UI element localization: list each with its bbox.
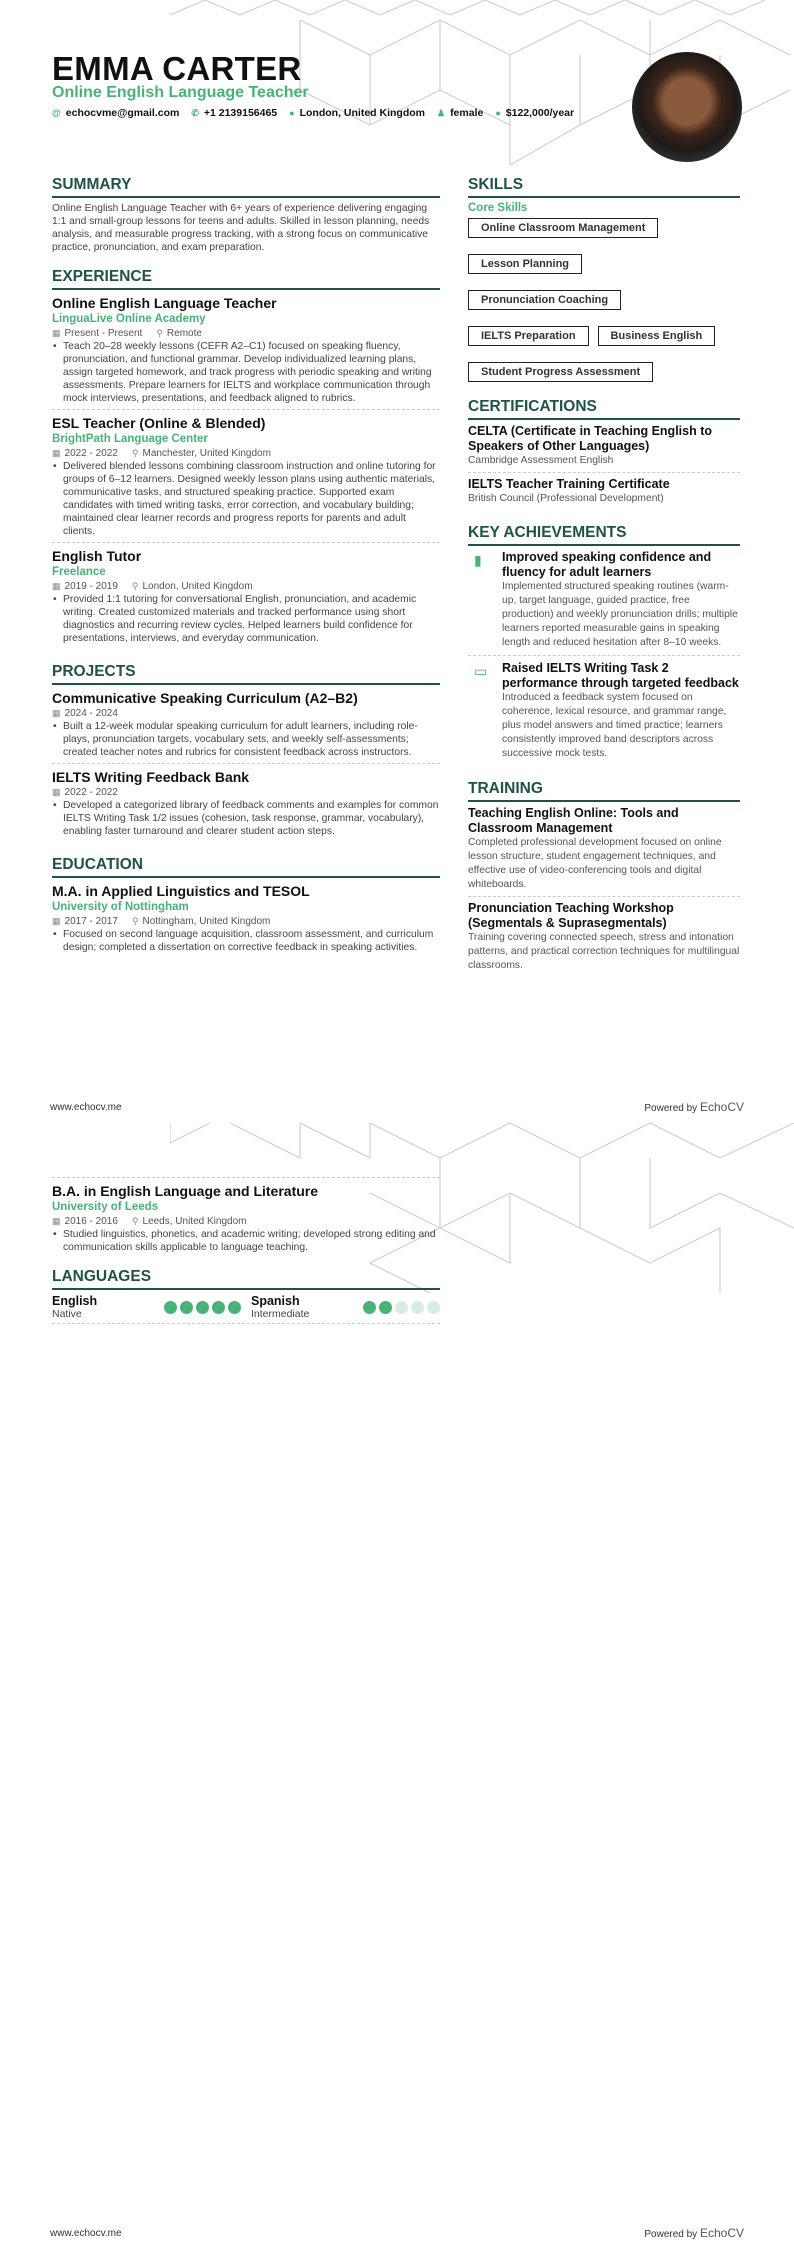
certifications-heading: CERTIFICATIONS [468, 398, 740, 420]
footer-site[interactable]: www.echocv.me [50, 1102, 122, 1113]
certification-title: IELTS Teacher Training Certificate [468, 477, 670, 491]
phone-icon: ✆ [191, 108, 199, 118]
location-icon: ⚲ [131, 581, 139, 591]
entry-dates-wrap [52, 327, 142, 340]
money-icon: ● [495, 108, 501, 118]
summary-heading: SUMMARY [52, 176, 440, 198]
language-item [52, 1294, 241, 1320]
entry-item [52, 294, 440, 410]
entry-item [52, 882, 440, 958]
entry-location-wrap [132, 1215, 247, 1228]
achievement-body [502, 550, 740, 650]
at-icon: @ [52, 108, 61, 118]
language-rating [363, 1301, 440, 1314]
entry-meta [52, 915, 440, 928]
entry-bullet: • Delivered blended lessons combining classroom instruction and online tutoring for groups of 6–12 learners. Designed weekly lesson plans using authentic materials, communicative tasks, and structured speaking practice. Supported exam candidates with timed writing tasks, error correction, and vocabulary building; maintained clear learner records and progress reports for parents and adult clients. [52, 460, 440, 538]
location-icon: ⚲ [131, 1216, 139, 1226]
projects-heading: PROJECTS [52, 663, 440, 685]
entry-dates-wrap [52, 1215, 118, 1228]
entry-item [52, 689, 440, 764]
rating-dot [379, 1301, 392, 1314]
phone-text: +1 2139156465 [203, 107, 278, 119]
training-list [468, 806, 740, 977]
page2-left-column [52, 1177, 440, 1324]
rating-dot [427, 1301, 440, 1314]
entry-title: English Tutor [52, 548, 142, 564]
entry-dates-wrap [52, 447, 118, 460]
achievement-title: Improved speaking confidence and fluency for adult learners [502, 550, 712, 579]
entry-organization: LinguaLive Online Academy [52, 313, 206, 325]
profile-photo [632, 52, 742, 162]
entry-dates-wrap [52, 786, 118, 799]
language-name: English [52, 1294, 98, 1308]
battery-icon: ▭ [474, 663, 488, 679]
candidate-name: EMMA CARTER [52, 50, 302, 87]
entry-bullet: • Focused on second language acquisition, classroom assessment, and curriculum design; completed a dissertation on corrective feedback in speaking activities. [52, 928, 440, 954]
footer-powered-page2[interactable] [644, 2226, 744, 2240]
salary-text: $122,000/year [505, 107, 575, 119]
powered-label: Powered by [644, 1103, 698, 1114]
candidate-title: Online English Language Teacher [52, 84, 309, 101]
skill-tag: Pronunciation Coaching [468, 290, 621, 310]
person-icon: ♟ [436, 108, 446, 118]
certifications-list [468, 424, 740, 510]
skill-tag: IELTS Preparation [468, 326, 589, 346]
entry-title: Online English Language Teacher [52, 295, 277, 311]
entry-bullet: • Provided 1:1 tutoring for conversational English, pronunciation, and academic writing. Created customized materials and tracked performance using short diagnostics and recurring review cycles. Helped learners build confidence for presentations, interviews, and everyday communication. [52, 593, 440, 645]
contact-phone[interactable] [191, 107, 277, 119]
entry-item [52, 547, 440, 649]
footer-site-page2[interactable]: www.echocv.me [50, 2228, 122, 2239]
training-text: Training covering connected speech, stress and intonation patterns, and practical correction techniques for multilingual classrooms. [468, 932, 740, 971]
contact-gender [437, 107, 483, 119]
skill-tags [468, 218, 740, 382]
entry-title: M.A. in Applied Linguistics and TESOL [52, 883, 310, 899]
skill-tag: Student Progress Assessment [468, 362, 653, 382]
achievement-text: Introduced a feedback system focused on coherence, lexical resource, and grammar range, plus model answers and timed practice; learners consistently improved band descriptors across successive mock tests. [502, 692, 727, 759]
calendar-icon: ▦ [52, 1216, 61, 1226]
entry-organization: University of Nottingham [52, 901, 189, 913]
location-icon: ⚲ [131, 448, 139, 458]
location-icon: ● [289, 108, 295, 118]
skill-tag: Lesson Planning [468, 254, 582, 274]
rating-dot [164, 1301, 177, 1314]
entry-location-wrap [132, 447, 271, 460]
calendar-icon: ▦ [52, 328, 61, 338]
entry-meta [52, 1215, 440, 1228]
training-heading: TRAINING [468, 780, 740, 802]
calendar-icon: ▦ [52, 448, 61, 458]
rating-dot [395, 1301, 408, 1314]
certification-issuer: British Council (Professional Development) [468, 493, 664, 504]
powered-label: Powered by [644, 2229, 698, 2240]
email-text: echocvme@gmail.com [65, 107, 180, 119]
entry-meta [52, 447, 440, 460]
rating-dot [212, 1301, 225, 1314]
entry-meta [52, 786, 440, 799]
certification-issuer: Cambridge Assessment English [468, 455, 614, 466]
entry-organization: Freelance [52, 566, 106, 578]
entry-dates: 2019 - 2019 [64, 581, 118, 592]
entry-location: London, United Kingdom [142, 581, 253, 592]
entry-item [52, 414, 440, 543]
entry-bullet: • Developed a categorized library of feedback comments and examples for common IELTS Writing Task 1/2 issues (cohesion, task response, grammar, vocabulary), enabling faster turnaround and clearer student action steps. [52, 799, 440, 838]
entry-dates: Present - Present [64, 328, 143, 339]
entry-meta [52, 327, 440, 340]
entry-location: Manchester, United Kingdom [142, 448, 271, 459]
entry-dates-wrap [52, 580, 118, 593]
certification-item [468, 477, 740, 510]
education-list [52, 882, 440, 958]
experience-heading: EXPERIENCE [52, 268, 440, 290]
entry-organization: University of Leeds [52, 1201, 159, 1213]
achievements-heading: KEY ACHIEVEMENTS [468, 524, 740, 546]
rating-dot [363, 1301, 376, 1314]
skills-heading: SKILLS [468, 176, 740, 198]
entry-location: Leeds, United Kingdom [142, 1216, 247, 1227]
calendar-icon: ▦ [52, 708, 61, 718]
location-icon: ⚲ [156, 328, 163, 338]
entry-location-wrap [156, 327, 202, 340]
entry-meta [52, 707, 440, 720]
training-text: Completed professional development focused on online lesson structure, student engagement techniques, and effective use of video-conferencing tools and digital whiteboards. [468, 837, 722, 890]
entry-dates: 2016 - 2016 [64, 1216, 118, 1227]
language-name: Spanish [251, 1294, 300, 1308]
training-title: Teaching English Online: Tools and Classroom Management [468, 806, 679, 835]
entry-dates: 2024 - 2024 [64, 708, 118, 719]
training-item [468, 806, 740, 897]
entry-location-wrap [132, 915, 270, 928]
calendar-icon: ▦ [52, 581, 61, 591]
languages-heading: LANGUAGES [52, 1268, 440, 1290]
certification-title: CELTA (Certificate in Teaching English to Speakers of Other Languages) [468, 424, 712, 453]
skill-tag: Business English [598, 326, 716, 346]
language-rating [164, 1301, 241, 1314]
entry-title: ESL Teacher (Online & Blended) [52, 415, 266, 431]
achievement-item [468, 661, 740, 766]
achievements-list [468, 550, 740, 766]
achievement-text: Implemented structured speaking routines (warm-up, target language, guided practice, free production) and weekly pronunciation drills; multiple learners reported measurable gains in speaking length and reduced hesitation after 8–10 weeks. [502, 581, 738, 648]
language-item [251, 1294, 440, 1320]
rating-dot [196, 1301, 209, 1314]
language-level: Intermediate [251, 1308, 310, 1320]
entry-title: IELTS Writing Feedback Bank [52, 769, 250, 785]
calendar-icon: ▦ [52, 787, 61, 797]
entry-meta [52, 580, 440, 593]
gender-text: female [450, 107, 484, 119]
skill-tag: Online Classroom Management [468, 218, 658, 238]
entry-organization: BrightPath Language Center [52, 433, 208, 445]
file-icon: ▮ [474, 552, 482, 568]
entry-item [52, 768, 440, 842]
entry-bullet: • Built a 12-week modular speaking curriculum for adult learners, including role-plays, pronunciation targets, vocabulary sets, and weekly self-assessments; created teacher notes and rubrics for consistent feedback across instructors. [52, 720, 440, 759]
contact-location [289, 107, 425, 119]
location-text: London, United Kingdom [299, 107, 425, 119]
languages-list [52, 1294, 440, 1324]
entry-dates: 2017 - 2017 [64, 916, 118, 927]
achievement-body [502, 661, 740, 761]
entry-dates-wrap [52, 915, 118, 928]
rating-dot [180, 1301, 193, 1314]
calendar-icon: ▦ [52, 916, 61, 926]
entry-dates: 2022 - 2022 [64, 448, 118, 459]
location-icon: ⚲ [131, 916, 139, 926]
entry-title: Communicative Speaking Curriculum (A2–B2) [52, 690, 358, 706]
entry-bullet: • Teach 20–28 weekly lessons (CEFR A2–C1) focused on speaking fluency, pronunciation, and functional grammar. Develop individualized learning plans, assign targeted homework, and track progress with periodic speaking and writing assessments. Prepare learners for IELTS and workplace communication through mock interviews, presentations, and feedback aligned to rubrics. [52, 340, 440, 405]
contact-list [52, 107, 574, 119]
brand-name: EchoCV [699, 2226, 744, 2240]
training-item [468, 901, 740, 977]
entry-location: Remote [166, 328, 202, 339]
entry-bullet: • Studied linguistics, phonetics, and academic writing; developed strong editing and communication skills applicable to language teaching. [52, 1228, 440, 1254]
achievement-item [468, 550, 740, 656]
entry-item [52, 1182, 440, 1258]
entry-title: B.A. in English Language and Literature [52, 1183, 319, 1199]
achievement-title: Raised IELTS Writing Task 2 performance through targeted feedback [502, 661, 739, 690]
footer-powered[interactable] [644, 1100, 744, 1114]
education-list-continued [52, 1177, 440, 1258]
projects-list [52, 689, 440, 842]
entry-dates-wrap [52, 707, 118, 720]
rating-dot [411, 1301, 424, 1314]
experience-list [52, 294, 440, 649]
rating-dot [228, 1301, 241, 1314]
skills-subheading: Core Skills [468, 202, 528, 214]
entry-location: Nottingham, United Kingdom [142, 916, 271, 927]
language-level: Native [52, 1308, 82, 1320]
summary-text: Online English Language Teacher with 6+ years of experience delivering engaging 1:1 and small-group lessons for teens and adults. Skilled in lesson planning, needs analysis, and measurable progress tracking, with a strong focus on communicative practice, pronunciation, and exam preparation. [52, 203, 430, 253]
contact-email[interactable] [52, 107, 179, 119]
brand-name: EchoCV [699, 1100, 744, 1114]
contact-salary [495, 107, 574, 119]
education-heading: EDUCATION [52, 856, 440, 878]
entry-location-wrap [132, 580, 253, 593]
entry-dates: 2022 - 2022 [64, 787, 118, 798]
left-column [52, 176, 440, 962]
training-title: Pronunciation Teaching Workshop (Segmentals & Suprasegmentals) [468, 901, 674, 930]
certification-item [468, 424, 740, 473]
right-column [468, 176, 740, 981]
